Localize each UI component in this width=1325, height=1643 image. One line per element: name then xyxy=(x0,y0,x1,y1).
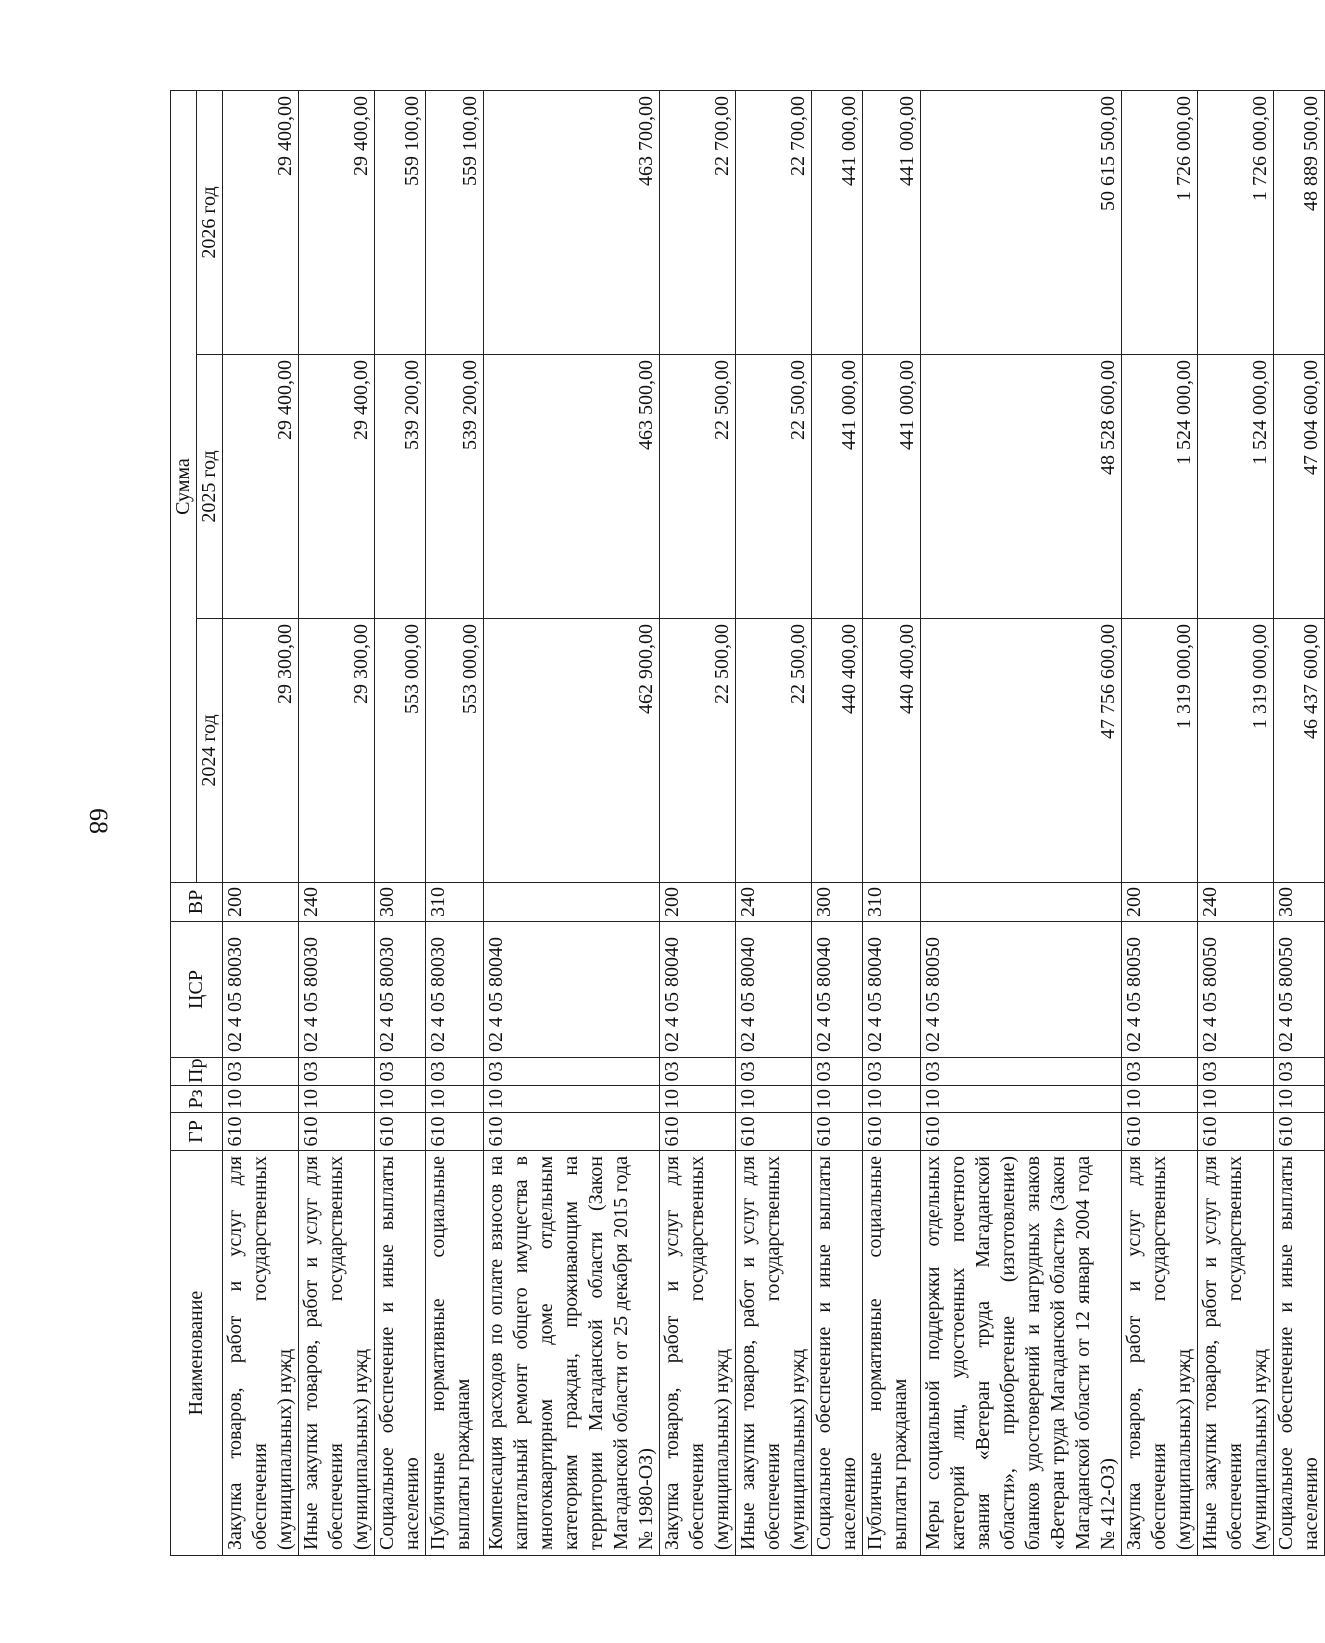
row-rz: 10 xyxy=(1274,1086,1325,1113)
header-vr: ВР xyxy=(171,883,223,922)
row-vr: 300 xyxy=(375,883,426,922)
row-sum-2024: 1 319 000,00 xyxy=(1122,619,1198,883)
row-pr: 03 xyxy=(1274,1058,1325,1086)
row-rz: 10 xyxy=(736,1086,812,1113)
row-sum-2024: 46 437 600,00 xyxy=(1274,619,1325,883)
row-name: Компенсация расходов по оплате взносов на капитальный ремонт общего имущества в многоквартирном доме отдельным категориям граждан, проживающим на территории Магаданской области (Закон Магаданской области от 25 декабря 2015 года № 1980-ОЗ) xyxy=(484,1151,660,1556)
row-name: Иные закупки товаров, работ и услуг для обеспечения государственных (муниципальных) нужд xyxy=(299,1151,375,1556)
row-pr: 03 xyxy=(660,1058,736,1086)
table-row xyxy=(660,91,736,1556)
row-rz: 10 xyxy=(375,1086,426,1113)
row-sum-2026: 463 700,00 xyxy=(484,91,660,355)
row-vr: 300 xyxy=(812,883,863,922)
table-row xyxy=(812,91,863,1556)
row-vr: 200 xyxy=(1122,883,1198,922)
row-csr: 02 4 05 80030 xyxy=(223,922,299,1058)
header-name: Наименование xyxy=(171,1151,223,1556)
row-pr: 03 xyxy=(863,1058,921,1086)
header-year-2024: 2024 год xyxy=(197,619,223,883)
row-gr: 610 xyxy=(426,1113,484,1151)
row-csr: 02 4 05 80050 xyxy=(1122,922,1198,1058)
table-body xyxy=(223,91,1325,1556)
row-name: Социальное обеспечение и иные выплаты населению xyxy=(812,1151,863,1556)
row-rz: 10 xyxy=(1198,1086,1274,1113)
row-sum-2024: 440 400,00 xyxy=(812,619,863,883)
row-sum-2024: 1 319 000,00 xyxy=(1198,619,1274,883)
row-sum-2025: 1 524 000,00 xyxy=(1198,355,1274,619)
row-sum-2024: 29 300,00 xyxy=(299,619,375,883)
row-pr: 03 xyxy=(736,1058,812,1086)
row-pr: 03 xyxy=(921,1058,1122,1086)
row-rz: 10 xyxy=(484,1086,660,1113)
row-sum-2025: 29 400,00 xyxy=(299,355,375,619)
table-row xyxy=(1274,91,1325,1556)
row-pr: 03 xyxy=(299,1058,375,1086)
row-sum-2025: 463 500,00 xyxy=(484,355,660,619)
row-vr xyxy=(484,883,660,922)
row-sum-2024: 47 756 600,00 xyxy=(921,619,1122,883)
row-gr: 610 xyxy=(375,1113,426,1151)
row-vr: 240 xyxy=(1198,883,1274,922)
row-vr: 200 xyxy=(660,883,736,922)
row-vr: 310 xyxy=(426,883,484,922)
row-pr: 03 xyxy=(1198,1058,1274,1086)
header-pr: Пр xyxy=(171,1058,223,1086)
row-sum-2026: 22 700,00 xyxy=(736,91,812,355)
table-row xyxy=(484,91,660,1556)
row-sum-2025: 539 200,00 xyxy=(375,355,426,619)
row-csr: 02 4 05 80040 xyxy=(660,922,736,1058)
table-row xyxy=(223,91,299,1556)
row-gr: 610 xyxy=(812,1113,863,1151)
row-name: Публичные нормативные социальные выплаты гражданам xyxy=(426,1151,484,1556)
table-row xyxy=(375,91,426,1556)
row-sum-2025: 539 200,00 xyxy=(426,355,484,619)
row-name: Иные закупки товаров, работ и услуг для обеспечения государственных (муниципальных) нужд xyxy=(736,1151,812,1556)
header-gr: ГР xyxy=(171,1113,223,1151)
row-vr xyxy=(921,883,1122,922)
row-name: Социальное обеспечение и иные выплаты населению xyxy=(1274,1151,1325,1556)
row-sum-2025: 22 500,00 xyxy=(736,355,812,619)
row-gr: 610 xyxy=(921,1113,1122,1151)
row-sum-2025: 22 500,00 xyxy=(660,355,736,619)
row-csr: 02 4 05 80040 xyxy=(736,922,812,1058)
page-number: 68 xyxy=(84,808,113,834)
header-year-2025: 2025 год xyxy=(197,355,223,619)
row-csr: 02 4 05 80040 xyxy=(812,922,863,1058)
row-vr: 240 xyxy=(736,883,812,922)
table-row xyxy=(299,91,375,1556)
table-row xyxy=(426,91,484,1556)
row-pr: 03 xyxy=(426,1058,484,1086)
row-rz: 10 xyxy=(1122,1086,1198,1113)
row-csr: 02 4 05 80050 xyxy=(921,922,1122,1058)
table-row xyxy=(921,91,1122,1556)
row-sum-2026: 559 100,00 xyxy=(426,91,484,355)
row-csr: 02 4 05 80030 xyxy=(426,922,484,1058)
row-pr: 03 xyxy=(1122,1058,1198,1086)
row-name: Меры социальной поддержки отдельных категорий лиц, удостоенных почетного звания «Ветеран труда Магаданской области», приобретение (изготовление) бланков удостоверений и нагрудных знаков «Ветеран труда Магаданской области» (Закон Магаданской области от 12 января 2004 года № 412-ОЗ) xyxy=(921,1151,1122,1556)
row-sum-2024: 22 500,00 xyxy=(660,619,736,883)
row-pr: 03 xyxy=(375,1058,426,1086)
row-sum-2024: 553 000,00 xyxy=(426,619,484,883)
row-sum-2025: 47 004 600,00 xyxy=(1274,355,1325,619)
row-gr: 610 xyxy=(1198,1113,1274,1151)
row-csr: 02 4 05 80050 xyxy=(1274,922,1325,1058)
row-sum-2026: 559 100,00 xyxy=(375,91,426,355)
row-sum-2025: 1 524 000,00 xyxy=(1122,355,1198,619)
row-sum-2026: 1 726 000,00 xyxy=(1198,91,1274,355)
row-gr: 610 xyxy=(736,1113,812,1151)
row-sum-2025: 29 400,00 xyxy=(223,355,299,619)
row-sum-2026: 29 400,00 xyxy=(299,91,375,355)
row-gr: 610 xyxy=(223,1113,299,1151)
row-sum-2025: 441 000,00 xyxy=(863,355,921,619)
rotated-table-wrapper xyxy=(170,91,1322,1556)
row-vr: 240 xyxy=(299,883,375,922)
row-name: Социальное обеспечение и иные выплаты населению xyxy=(375,1151,426,1556)
row-sum-2025: 441 000,00 xyxy=(812,355,863,619)
row-gr: 610 xyxy=(660,1113,736,1151)
table-row xyxy=(1198,91,1274,1556)
row-csr: 02 4 05 80040 xyxy=(484,922,660,1058)
row-sum-2026: 441 000,00 xyxy=(812,91,863,355)
row-rz: 10 xyxy=(863,1086,921,1113)
header-csr: ЦСР xyxy=(171,922,223,1058)
row-vr: 200 xyxy=(223,883,299,922)
table-row xyxy=(1122,91,1198,1556)
header-sum: Сумма xyxy=(171,91,197,883)
row-rz: 10 xyxy=(223,1086,299,1113)
row-csr: 02 4 05 80030 xyxy=(299,922,375,1058)
row-sum-2025: 48 528 600,00 xyxy=(921,355,1122,619)
row-gr: 610 xyxy=(863,1113,921,1151)
row-pr: 03 xyxy=(484,1058,660,1086)
row-gr: 610 xyxy=(1274,1113,1325,1151)
row-gr: 610 xyxy=(299,1113,375,1151)
row-sum-2026: 48 889 500,00 xyxy=(1274,91,1325,355)
row-rz: 10 xyxy=(812,1086,863,1113)
row-sum-2024: 462 900,00 xyxy=(484,619,660,883)
row-sum-2026: 441 000,00 xyxy=(863,91,921,355)
row-pr: 03 xyxy=(223,1058,299,1086)
row-sum-2024: 440 400,00 xyxy=(863,619,921,883)
row-rz: 10 xyxy=(299,1086,375,1113)
row-sum-2024: 553 000,00 xyxy=(375,619,426,883)
row-name: Закупка товаров, работ и услуг для обеспечения государственных (муниципальных) нужд xyxy=(1122,1151,1198,1556)
table-row xyxy=(736,91,812,1556)
row-sum-2026: 22 700,00 xyxy=(660,91,736,355)
budget-table xyxy=(170,90,1325,1556)
row-sum-2024: 29 300,00 xyxy=(223,619,299,883)
header-rz: Рз xyxy=(171,1086,223,1113)
row-rz: 10 xyxy=(921,1086,1122,1113)
row-csr: 02 4 05 80040 xyxy=(863,922,921,1058)
header-year-2026: 2026 год xyxy=(197,91,223,355)
row-rz: 10 xyxy=(426,1086,484,1113)
row-name: Закупка товаров, работ и услуг для обеспечения государственных (муниципальных) нужд xyxy=(223,1151,299,1556)
row-sum-2026: 50 615 500,00 xyxy=(921,91,1122,355)
row-csr: 02 4 05 80030 xyxy=(375,922,426,1058)
row-sum-2026: 29 400,00 xyxy=(223,91,299,355)
row-rz: 10 xyxy=(660,1086,736,1113)
row-name: Закупка товаров, работ и услуг для обеспечения государственных (муниципальных) нужд xyxy=(660,1151,736,1556)
row-sum-2024: 22 500,00 xyxy=(736,619,812,883)
row-gr: 610 xyxy=(484,1113,660,1151)
table-row xyxy=(863,91,921,1556)
row-vr: 300 xyxy=(1274,883,1325,922)
row-gr: 610 xyxy=(1122,1113,1198,1151)
row-vr: 310 xyxy=(863,883,921,922)
row-csr: 02 4 05 80050 xyxy=(1198,922,1274,1058)
row-pr: 03 xyxy=(812,1058,863,1086)
row-name: Иные закупки товаров, работ и услуг для обеспечения государственных (муниципальных) нужд xyxy=(1198,1151,1274,1556)
row-sum-2026: 1 726 000,00 xyxy=(1122,91,1198,355)
row-name: Публичные нормативные социальные выплаты гражданам xyxy=(863,1151,921,1556)
